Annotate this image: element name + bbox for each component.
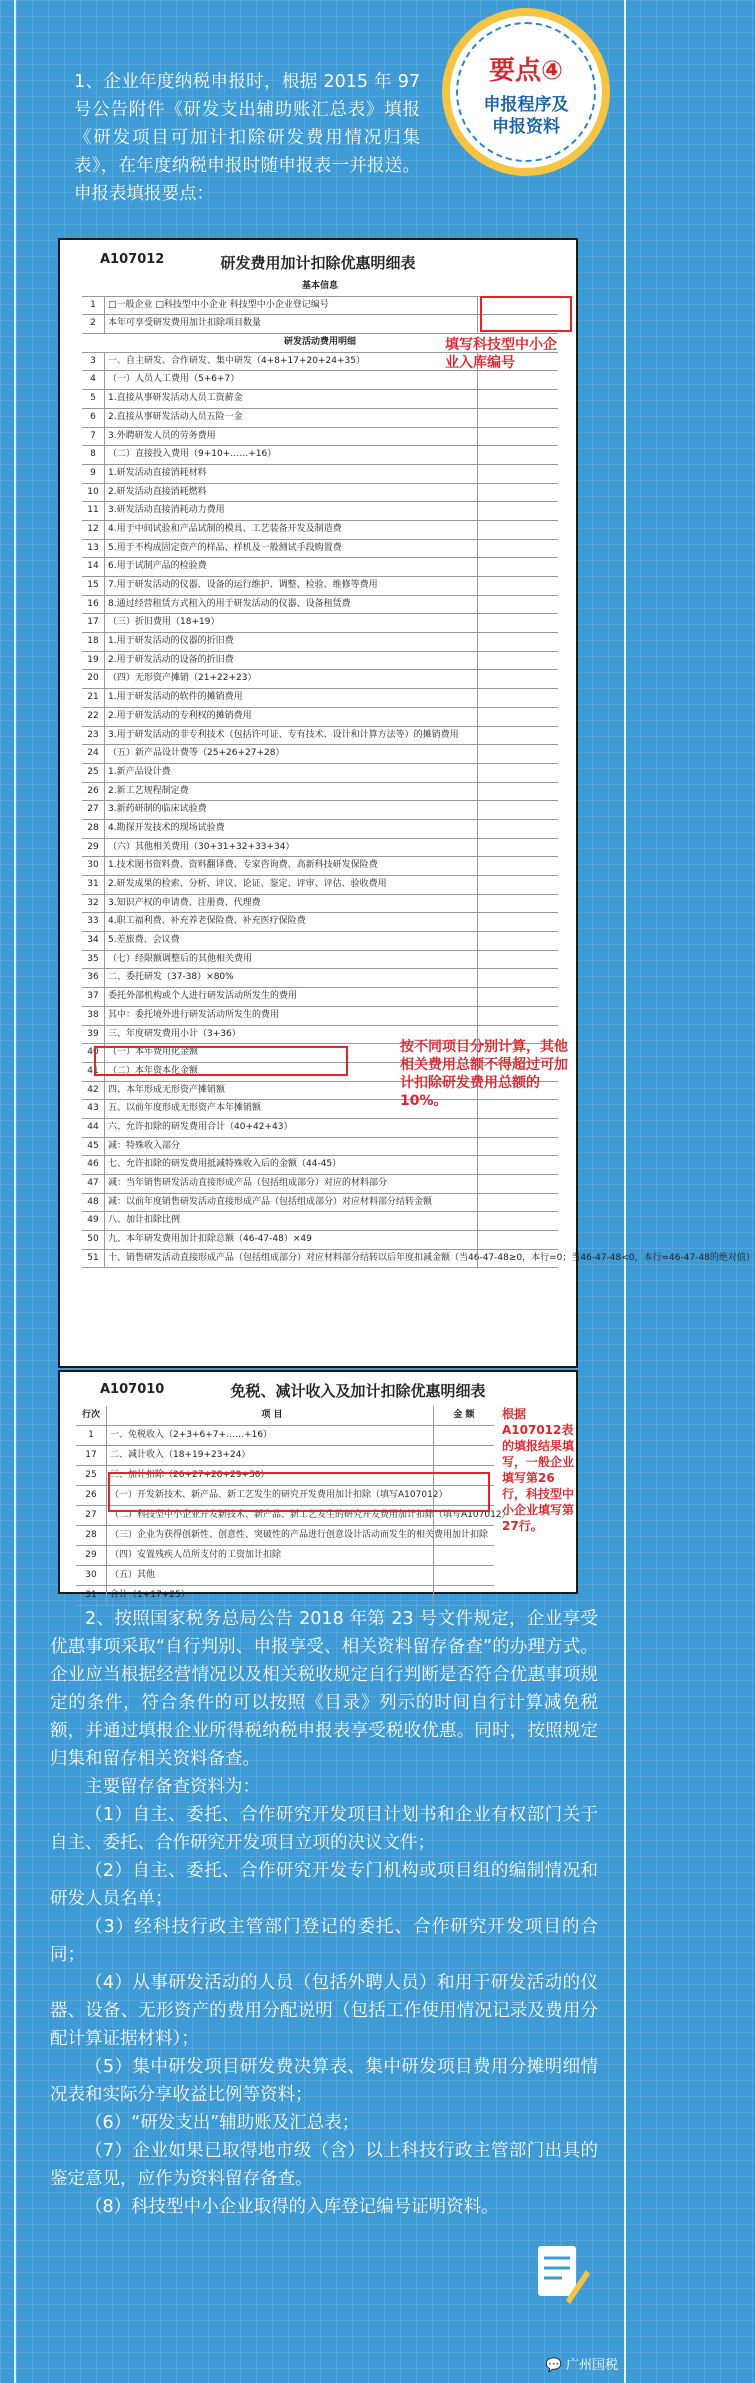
- form1-row: 47 减：当年销售研发活动直接形成产品（包括组成部分）对应的材料部分: [82, 1175, 558, 1194]
- form1-row: 7 3.外聘研发人员的劳务费用: [82, 428, 558, 447]
- badge-title: 要点④: [488, 56, 563, 86]
- retention-item: （3）经科技行政主管部门登记的委托、合作研究开发项目的合同；: [50, 1917, 598, 1965]
- form1-row: 32 3.知识产权的申请费、注册费、代理费: [82, 895, 558, 914]
- retention-item: （8）科技型中小企业取得的入库登记编号证明资料。: [85, 2197, 499, 2217]
- form2-row: 26 （一）开发新技术、新产品、新工艺发生的研究开发费用加计扣除（填写A107012）: [76, 1486, 494, 1506]
- retention-item: （1）自主、委托、合作研究开发项目计划书和企业有权部门关于自主、委托、合作研究开发项目立项的决议文件；: [50, 1805, 598, 1853]
- form2-note: 根据A107012表的填报结果填写，一般企业填写第26行，科技型中小企业填写第27行。: [502, 1407, 575, 1533]
- form1-row: 20 （四）无形资产摊销（21+22+23）: [82, 670, 558, 689]
- form1-row: 49 八、加计扣除比例: [82, 1212, 558, 1231]
- form1-row: 16 8.通过经营租赁方式租入的用于研发活动的仪器、设备租赁费: [82, 596, 558, 615]
- form1-row: 28 4.勘探开发技术的现场试验费: [82, 820, 558, 839]
- form1-row: 36 二、委托研发（37-38）×80%: [82, 969, 558, 988]
- form2-title: 免税、减计收入及加计扣除优惠明细表: [230, 1382, 486, 1400]
- form1-row: 9 1.研发活动直接消耗材料: [82, 465, 558, 484]
- form2-row: 31 合计（1+17+25）: [76, 1586, 494, 1606]
- form1-row: 44 六、允许扣除的研发费用合计（40+42+43）: [82, 1119, 558, 1138]
- form2-row: 17 二、减计收入（18+19+23+24）: [76, 1446, 494, 1466]
- form1-row: 11 3.研发活动直接消耗动力费用: [82, 502, 558, 521]
- retention-item: （7）企业如果已取得地市级（含）以上科技行政主管部门出具的鉴定意见，应作为资料留存备查。: [50, 2141, 598, 2189]
- form1-row: 15 7.用于研发活动的仪器、设备的运行维护、调整、检验、维修等费用: [82, 577, 558, 596]
- form1-row: 6 2.直接从事研发活动人员五险一金: [82, 409, 558, 428]
- form1-row: 8 （二）直接投入费用（9+10+……+16）: [82, 446, 558, 465]
- form-a107010: [58, 1370, 578, 1600]
- badge-subtitle-line1: 申报程序及: [483, 95, 569, 115]
- section2-paragraph: [50, 1605, 598, 2221]
- section-badge: [442, 8, 610, 176]
- form1-title: 研发费用加计扣除优惠明细表: [220, 254, 416, 272]
- form1-section-basic: 基本信息: [82, 278, 558, 297]
- form1-row: 19 2.用于研发活动的设备的折旧费: [82, 652, 558, 671]
- form1-row: 25 1.新产品设计费: [82, 764, 558, 783]
- badge-subtitle: [450, 94, 602, 138]
- form2-row: 30 （五）其他: [76, 1566, 494, 1586]
- form2-header: 行次 项 目 金 额: [76, 1406, 494, 1426]
- form1-rows: [82, 278, 755, 1268]
- form1-row: 30 1.技术图书资料费、资料翻译费、专家咨询费、高新科技研发保险费: [82, 857, 558, 876]
- section2-p1: 2、按照国家税务总局公告 2018 年第 23 号文件规定，企业享受优惠事项采取“自行判别、申报享受、相关资料留存备查”的办理方式。企业应当根据经营情况以及相关税收规定自行判断是否符合优惠事项规定的条件，符合条件的可以按照《目录》列示的时间自行计算减免税额，并通过填报企业所得税纳税申报表享受税收优惠。同时，按照规定归集和留存相关资料备查。: [50, 1609, 598, 1769]
- form1-row: 40 （一）本年费用化金额: [82, 1044, 558, 1063]
- form1-note-other-expenses: 按不同项目分别计算，其他相关费用总额不得超过可加计扣除研发费用总额的10%。: [400, 1039, 568, 1109]
- form2-code: A107010: [100, 1382, 165, 1397]
- form1-row: 3 一、自主研发、合作研发、集中研发（4+8+17+20+24+35）: [82, 353, 558, 372]
- form1-row-basic-2: 2 本年可享受研发费用加计扣除项目数量: [82, 315, 558, 334]
- form1-row: 27 3.新药研制的临床试验费: [82, 801, 558, 820]
- form2-highlight-rows-26-27: [108, 1472, 490, 1512]
- form1-highlight-other-expenses: [94, 1046, 348, 1076]
- wechat-watermark: 💬 广州国税: [545, 2358, 618, 2373]
- form1-row: 18 1.用于研发活动的仪器的折旧费: [82, 633, 558, 652]
- retention-item: （2）自主、委托、合作研究开发专门机构或项目组的编制情况和研发人员名单；: [50, 1861, 598, 1909]
- form1-row: 21 1.用于研发活动的软件的摊销费用: [82, 689, 558, 708]
- form1-row: 38 其中：委托境外进行研发活动所发生的费用: [82, 1007, 558, 1026]
- form1-row: 51 十、销售研发活动直接形成产品（包括组成部分）对应材料部分结转以后年度扣减金额（当46-47-48≥0，本行=0；当46-47-48<0，本行=46-47-48的绝对值）: [82, 1250, 558, 1269]
- form1-code: A107012: [100, 252, 165, 267]
- form1-row: 17 （三）折旧费用（18+19）: [82, 614, 558, 633]
- form1-row: 26 2.新工艺规程制定费: [82, 783, 558, 802]
- form1-row: 12 4.用于中间试验和产品试制的模具、工艺装备开发及制造费: [82, 521, 558, 540]
- form-a107012: [58, 238, 755, 1368]
- form1-row: 33 4.职工福利费、补充养老保险费、补充医疗保险费: [82, 913, 558, 932]
- form1-row: 4 （一）人员人工费用（5+6+7）: [82, 371, 558, 390]
- form1-row: 46 七、允许扣除的研发费用抵减特殊收入后的金额（44-45）: [82, 1156, 558, 1175]
- form1-row: 29 （六）其他相关费用（30+31+32+33+34）: [82, 839, 558, 858]
- form1-row: 24 （五）新产品设计费等（25+26+27+28）: [82, 745, 558, 764]
- form1-row: 10 2.研发活动直接消耗燃料: [82, 484, 558, 503]
- form1-row: 39 三、年度研发费用小计（3+36）: [82, 1026, 558, 1045]
- form1-row: 43 五、以前年度形成无形资产本年摊销额: [82, 1100, 558, 1119]
- form1-row: 35 （七）经限额调整后的其他相关费用: [82, 951, 558, 970]
- form1-row: 45 减：特殊收入部分: [82, 1138, 558, 1157]
- form1-row: 14 6.用于试制产品的检验费: [82, 558, 558, 577]
- section2-p2: 主要留存备查资料为：: [85, 1777, 260, 1797]
- form2-row: 28 （三）企业为获得创新性、创意性、突破性的产品进行创意设计活动而发生的相关费用加计扣除: [76, 1526, 494, 1546]
- form1-row: 31 2.研发成果的检索、分析、评议、论证、鉴定、评审、评估、验收费用: [82, 876, 558, 895]
- retention-item: （5）集中研发项目研发费决算表、集中研发项目费用分摊明细情况表和实际分享收益比例等资料；: [50, 2057, 598, 2105]
- form1-row: 41 （二）本年资本化金额: [82, 1063, 558, 1082]
- form2-row: 1 一、免税收入（2+3+6+7+……+16）: [76, 1426, 494, 1446]
- form2-row: 25 三、加计扣除（26+27+28+29+30）: [76, 1466, 494, 1486]
- form1-row: 22 2.用于研发活动的专利权的摊销费用: [82, 708, 558, 727]
- form1-row: 23 3.用于研发活动的非专利技术（包括许可证、专有技术、设计和计算方法等）的摊销费用: [82, 727, 558, 746]
- form2-row: 29 （四）安置残疾人员所支付的工资加计扣除: [76, 1546, 494, 1566]
- retention-item: （6）“研发支出”辅助账及汇总表；: [85, 2113, 360, 2133]
- form2-row: 27 （二）科技型中小企业开发新技术、新产品、新工艺发生的研究开发费用加计扣除（填写A107012）: [76, 1506, 494, 1526]
- form1-row: 48 减：以前年度销售研发活动直接形成产品（包括组成部分）对应材料部分结转金额: [82, 1194, 558, 1213]
- badge-ring: [456, 22, 596, 162]
- form1-section-detail: 研发活动费用明细: [82, 334, 558, 353]
- form1-row-basic-1: 1 □一般企业 □科技型中小企业 科技型中小企业登记编号: [82, 297, 558, 316]
- section2-items: [50, 1801, 598, 2221]
- form1-row: 5 1.直接从事研发活动人员工资薪金: [82, 390, 558, 409]
- form1-row: 13 5.用于不构成固定资产的样品、样机及一般测试手段购置费: [82, 540, 558, 559]
- badge-subtitle-line2: 申报资料: [492, 117, 560, 137]
- intro-paragraph: [74, 68, 420, 208]
- retention-item: （4）从事研发活动的人员（包括外聘人员）和用于研发活动的仪器、设备、无形资产的费用分配说明（包括工作使用情况记录及费用分配计算证据材料）；: [50, 1973, 598, 2049]
- intro-text: 1、企业年度纳税申报时，根据 2015 年 97 号公告附件《研发支出辅助账汇总表》填报《研发项目可加计扣除研发费用情况归集表》，在年度纳税申报时随申报表一并报送。申报表填报要点：: [74, 72, 420, 204]
- form1-row: 37 委托外部机构或个人进行研发活动所发生的费用: [82, 988, 558, 1007]
- form1-row: 42 四、本年形成无形资产摊销额: [82, 1082, 558, 1101]
- document-pen-icon: [530, 2240, 590, 2310]
- form1-row: 34 5.差旅费、会议费: [82, 932, 558, 951]
- form1-note-registration: 填写科技型中小企业入库编号: [445, 337, 557, 371]
- form1-highlight-registration: [480, 296, 572, 332]
- form1-row: 50 九、本年研发费用加计扣除总额（46-47-48）×49: [82, 1231, 558, 1250]
